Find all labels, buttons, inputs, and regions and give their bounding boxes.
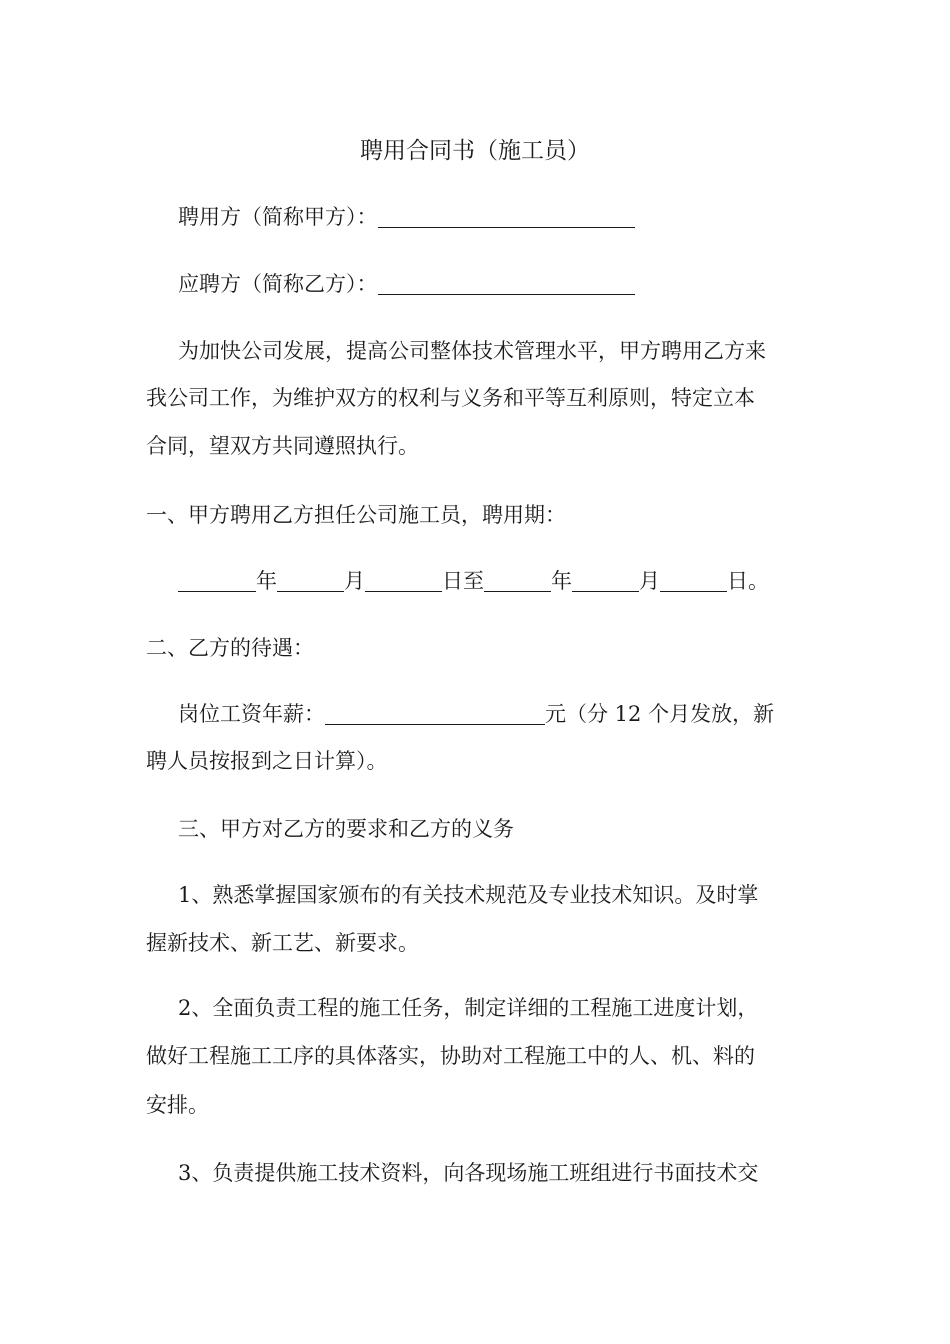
intro-line-3: 合同，望双方共同遵照执行。 xyxy=(146,434,419,458)
salary-label: 岗位工资年薪： xyxy=(178,702,325,726)
item3-line-1: 3、负责提供施工技术资料，向各现场施工班组进行书面技术交 xyxy=(178,1161,759,1185)
document-title: 聘用合同书（施工员） xyxy=(360,138,590,164)
party-b-label: 应聘方（简称乙方）： xyxy=(178,272,378,296)
item1-line-2: 握新技术、新工艺、新要求。 xyxy=(146,931,419,955)
item1-line-1: 1、熟悉掌握国家颁布的有关技术规范及专业技术知识。及时掌 xyxy=(178,883,759,907)
party-a-line xyxy=(178,204,635,230)
party-b-line xyxy=(178,271,635,297)
period-month1: 月 xyxy=(344,569,365,593)
party-b-blank xyxy=(378,272,635,295)
salary-line-2: 聘人员按报到之日计算）。 xyxy=(146,749,388,773)
period-year2: 年 xyxy=(551,569,572,593)
party-a-blank xyxy=(378,205,635,228)
intro-line-2: 我公司工作，为维护双方的权利与义务和平等互利原则，特定立本 xyxy=(146,386,755,410)
start-day-blank xyxy=(365,569,442,592)
section2-heading: 二、乙方的待遇： xyxy=(146,636,314,660)
period-year1: 年 xyxy=(256,569,277,593)
salary-blank xyxy=(325,702,545,725)
end-day-blank xyxy=(660,569,727,592)
period-line xyxy=(178,568,769,594)
end-month-blank xyxy=(572,569,639,592)
item2-line-3: 安排。 xyxy=(146,1093,209,1117)
period-month2: 月 xyxy=(639,569,660,593)
period-day2-end: 日。 xyxy=(727,569,769,593)
party-a-label: 聘用方（简称甲方）： xyxy=(178,205,378,229)
section3-heading: 三、甲方对乙方的要求和乙方的义务 xyxy=(178,817,514,841)
intro-line-1: 为加快公司发展，提高公司整体技术管理水平，甲方聘用乙方来 xyxy=(178,339,766,363)
item2-line-2: 做好工程施工工序的具体落实，协助对工程施工中的人、机、料的 xyxy=(146,1044,755,1068)
salary-line-1 xyxy=(178,701,774,727)
section1-heading: 一、甲方聘用乙方担任公司施工员，聘用期： xyxy=(146,503,566,527)
end-year-blank xyxy=(484,569,551,592)
start-month-blank xyxy=(277,569,344,592)
item2-line-1: 2、全面负责工程的施工任务，制定详细的工程施工进度计划， xyxy=(178,996,759,1020)
salary-suffix: 元（分 12 个月发放，新 xyxy=(545,702,775,726)
period-day1-to: 日至 xyxy=(442,569,484,593)
start-year-blank xyxy=(178,569,256,592)
